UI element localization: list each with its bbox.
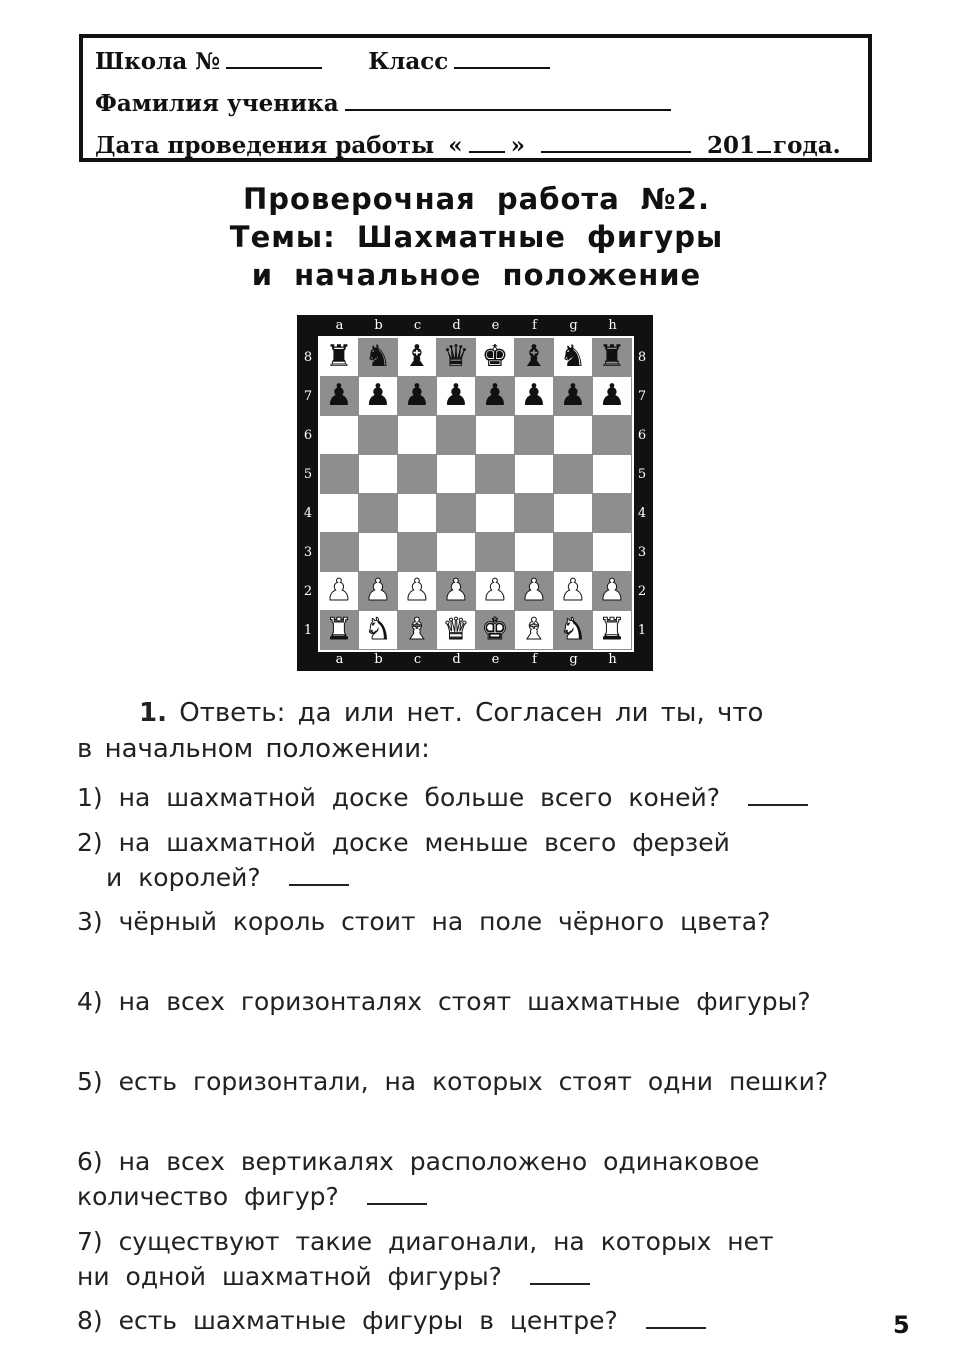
rank-label-8-left: 8 <box>303 349 313 365</box>
square-b7 <box>359 377 397 415</box>
black-pawn-icon: ♟ <box>442 378 470 413</box>
white-knight-icon: ♞ <box>559 612 587 647</box>
square-b2 <box>359 572 397 610</box>
question-1-text: 1) на шахматной доске больше всего коней? <box>77 783 721 812</box>
square-d8 <box>437 338 475 376</box>
question-2: 2) на шахматной доске меньше всего ферзей <box>77 828 730 857</box>
student-name-line <box>95 90 677 117</box>
white-pawn-icon: ♟ <box>598 573 626 608</box>
question-2-text-2: и королей? <box>106 863 261 892</box>
square-d1 <box>437 611 475 649</box>
square-h3 <box>593 533 631 571</box>
square-e5 <box>476 455 514 493</box>
square-c4 <box>398 494 436 532</box>
title-line-2: Темы: Шахматные фигуры <box>229 220 724 254</box>
square-c7 <box>398 377 436 415</box>
square-f5 <box>515 455 553 493</box>
white-king-icon: ♚ <box>481 612 509 647</box>
square-d3 <box>437 533 475 571</box>
square-a6 <box>320 416 358 454</box>
file-label-d-bottom: d <box>452 652 461 667</box>
square-f1 <box>515 611 553 649</box>
rank-label-6-right: 6 <box>637 427 647 443</box>
question-5: 5) есть горизонтали, на которых стоят одни пешки? <box>77 1067 829 1096</box>
white-pawn-icon: ♟ <box>559 573 587 608</box>
square-b6 <box>359 416 397 454</box>
chessboard-diagram <box>297 315 653 671</box>
square-f3 <box>515 533 553 571</box>
file-label-h-top: h <box>608 318 617 333</box>
rank-label-2-left: 2 <box>303 583 313 599</box>
month-blank[interactable] <box>541 137 691 153</box>
square-e8 <box>476 338 514 376</box>
file-label-d-top: d <box>452 318 461 333</box>
day-blank[interactable] <box>469 137 505 153</box>
file-label-a-top: a <box>335 318 344 333</box>
rank-label-3-left: 3 <box>303 544 313 560</box>
rank-label-7-left: 7 <box>303 388 313 404</box>
question-1 <box>77 783 808 812</box>
title-line-3: и начальное положение <box>251 258 702 292</box>
square-e6 <box>476 416 514 454</box>
square-g4 <box>554 494 592 532</box>
task-intro-line-1 <box>139 698 763 728</box>
black-queen-icon: ♛ <box>442 339 470 374</box>
file-label-f-bottom: f <box>532 652 537 667</box>
black-bishop-icon: ♝ <box>520 339 548 374</box>
square-h2 <box>593 572 631 610</box>
black-pawn-icon: ♟ <box>481 378 509 413</box>
white-rook-icon: ♜ <box>598 612 626 647</box>
square-d2 <box>437 572 475 610</box>
class-label: Класс <box>368 48 449 75</box>
square-b4 <box>359 494 397 532</box>
white-pawn-icon: ♟ <box>481 573 509 608</box>
square-c3 <box>398 533 436 571</box>
file-label-c-top: c <box>413 318 422 333</box>
question-7: 7) существуют такие диагонали, на которых нет <box>77 1227 774 1256</box>
question-4: 4) на всех горизонталях стоят шахматные фигуры? <box>77 987 811 1016</box>
white-pawn-icon: ♟ <box>520 573 548 608</box>
white-rook-icon: ♜ <box>325 612 353 647</box>
rank-label-5-left: 5 <box>303 466 313 482</box>
class-blank[interactable] <box>454 49 550 69</box>
square-b5 <box>359 455 397 493</box>
school-class-line <box>95 48 556 75</box>
black-rook-icon: ♜ <box>325 339 353 374</box>
square-a1 <box>320 611 358 649</box>
square-c8 <box>398 338 436 376</box>
question-6: 6) на всех вертикалях расположено одинаковое <box>77 1147 760 1176</box>
white-knight-icon: ♞ <box>364 612 392 647</box>
square-a5 <box>320 455 358 493</box>
square-f2 <box>515 572 553 610</box>
rank-label-8-right: 8 <box>637 349 647 365</box>
question-8-text: 8) есть шахматные фигуры в центре? <box>77 1306 618 1335</box>
white-bishop-icon: ♝ <box>403 612 431 647</box>
rank-label-1-right: 1 <box>637 622 647 638</box>
white-pawn-icon: ♟ <box>325 573 353 608</box>
square-a7 <box>320 377 358 415</box>
square-b8 <box>359 338 397 376</box>
square-a8 <box>320 338 358 376</box>
answer-blank-2[interactable] <box>289 884 349 886</box>
file-label-a-bottom: a <box>335 652 344 667</box>
page-number: 5 <box>893 1311 910 1339</box>
file-label-g-top: g <box>569 318 578 333</box>
black-knight-icon: ♞ <box>559 339 587 374</box>
square-h1 <box>593 611 631 649</box>
task-intro-text-1: Ответь: да или нет. Согласен ли ты, что <box>179 698 764 728</box>
square-f7 <box>515 377 553 415</box>
black-pawn-icon: ♟ <box>559 378 587 413</box>
file-label-c-bottom: c <box>413 652 422 667</box>
square-a2 <box>320 572 358 610</box>
square-h4 <box>593 494 631 532</box>
square-f4 <box>515 494 553 532</box>
square-b1 <box>359 611 397 649</box>
file-label-b-bottom: b <box>374 652 383 667</box>
square-d5 <box>437 455 475 493</box>
square-g5 <box>554 455 592 493</box>
task-number: 1. <box>139 698 167 728</box>
question-6-text-2: количество фигур? <box>77 1182 339 1211</box>
square-e7 <box>476 377 514 415</box>
white-queen-icon: ♛ <box>442 612 470 647</box>
file-label-e-top: e <box>491 318 500 333</box>
square-e4 <box>476 494 514 532</box>
file-label-h-bottom: h <box>608 652 617 667</box>
date-line <box>95 132 841 159</box>
black-knight-icon: ♞ <box>364 339 392 374</box>
square-e3 <box>476 533 514 571</box>
student-name-blank[interactable] <box>345 91 671 111</box>
date-close-quote: » <box>510 132 525 159</box>
school-label: Школа № <box>95 48 221 75</box>
white-pawn-icon: ♟ <box>403 573 431 608</box>
question-3: 3) чёрный король стоит на поле чёрного цвета? <box>77 907 771 936</box>
file-label-e-bottom: e <box>491 652 500 667</box>
school-number-blank[interactable] <box>226 49 322 69</box>
answer-blank-6[interactable] <box>367 1203 427 1205</box>
square-d6 <box>437 416 475 454</box>
date-label: Дата проведения работы <box>95 132 435 159</box>
student-label: Фамилия ученика <box>95 90 339 117</box>
square-c5 <box>398 455 436 493</box>
white-pawn-icon: ♟ <box>442 573 470 608</box>
square-g3 <box>554 533 592 571</box>
square-b3 <box>359 533 397 571</box>
question-8 <box>77 1306 706 1335</box>
square-h7 <box>593 377 631 415</box>
square-g6 <box>554 416 592 454</box>
square-f8 <box>515 338 553 376</box>
square-g7 <box>554 377 592 415</box>
square-a4 <box>320 494 358 532</box>
student-info-box <box>79 34 872 162</box>
black-pawn-icon: ♟ <box>403 378 431 413</box>
white-pawn-icon: ♟ <box>364 573 392 608</box>
date-open-quote: « <box>448 132 463 159</box>
square-c6 <box>398 416 436 454</box>
rank-label-3-right: 3 <box>637 544 647 560</box>
answer-blank-8[interactable] <box>646 1327 706 1329</box>
square-e2 <box>476 572 514 610</box>
answer-blank-7[interactable] <box>530 1283 590 1285</box>
task-intro-line-2: в начальном положении: <box>77 734 430 764</box>
black-king-icon: ♚ <box>481 339 509 374</box>
square-h8 <box>593 338 631 376</box>
square-h6 <box>593 416 631 454</box>
question-7-line-2 <box>77 1262 590 1291</box>
file-label-g-bottom: g <box>569 652 578 667</box>
black-pawn-icon: ♟ <box>325 378 353 413</box>
black-pawn-icon: ♟ <box>520 378 548 413</box>
square-f6 <box>515 416 553 454</box>
black-bishop-icon: ♝ <box>403 339 431 374</box>
square-g2 <box>554 572 592 610</box>
square-h5 <box>593 455 631 493</box>
rank-label-2-right: 2 <box>637 583 647 599</box>
year-prefix: 201 <box>706 132 755 159</box>
square-c1 <box>398 611 436 649</box>
black-pawn-icon: ♟ <box>598 378 626 413</box>
year-digit-blank[interactable] <box>757 137 771 153</box>
black-rook-icon: ♜ <box>598 339 626 374</box>
rank-label-1-left: 1 <box>303 622 313 638</box>
square-c2 <box>398 572 436 610</box>
black-pawn-icon: ♟ <box>364 378 392 413</box>
rank-label-5-right: 5 <box>637 466 647 482</box>
rank-label-4-right: 4 <box>637 505 647 521</box>
file-label-f-top: f <box>532 318 537 333</box>
year-suffix: года. <box>772 132 841 159</box>
square-g1 <box>554 611 592 649</box>
question-2-line-2 <box>106 863 349 892</box>
square-g8 <box>554 338 592 376</box>
chessboard-squares <box>318 336 634 652</box>
rank-label-4-left: 4 <box>303 505 313 521</box>
square-d4 <box>437 494 475 532</box>
square-d7 <box>437 377 475 415</box>
question-6-line-2 <box>77 1182 427 1211</box>
square-e1 <box>476 611 514 649</box>
square-a3 <box>320 533 358 571</box>
title-line-1: Проверочная работа №2. <box>243 182 710 216</box>
file-label-b-top: b <box>374 318 383 333</box>
question-7-text-2: ни одной шахматной фигуры? <box>77 1262 502 1291</box>
white-bishop-icon: ♝ <box>520 612 548 647</box>
answer-blank-1[interactable] <box>748 804 808 806</box>
rank-label-7-right: 7 <box>637 388 647 404</box>
rank-label-6-left: 6 <box>303 427 313 443</box>
